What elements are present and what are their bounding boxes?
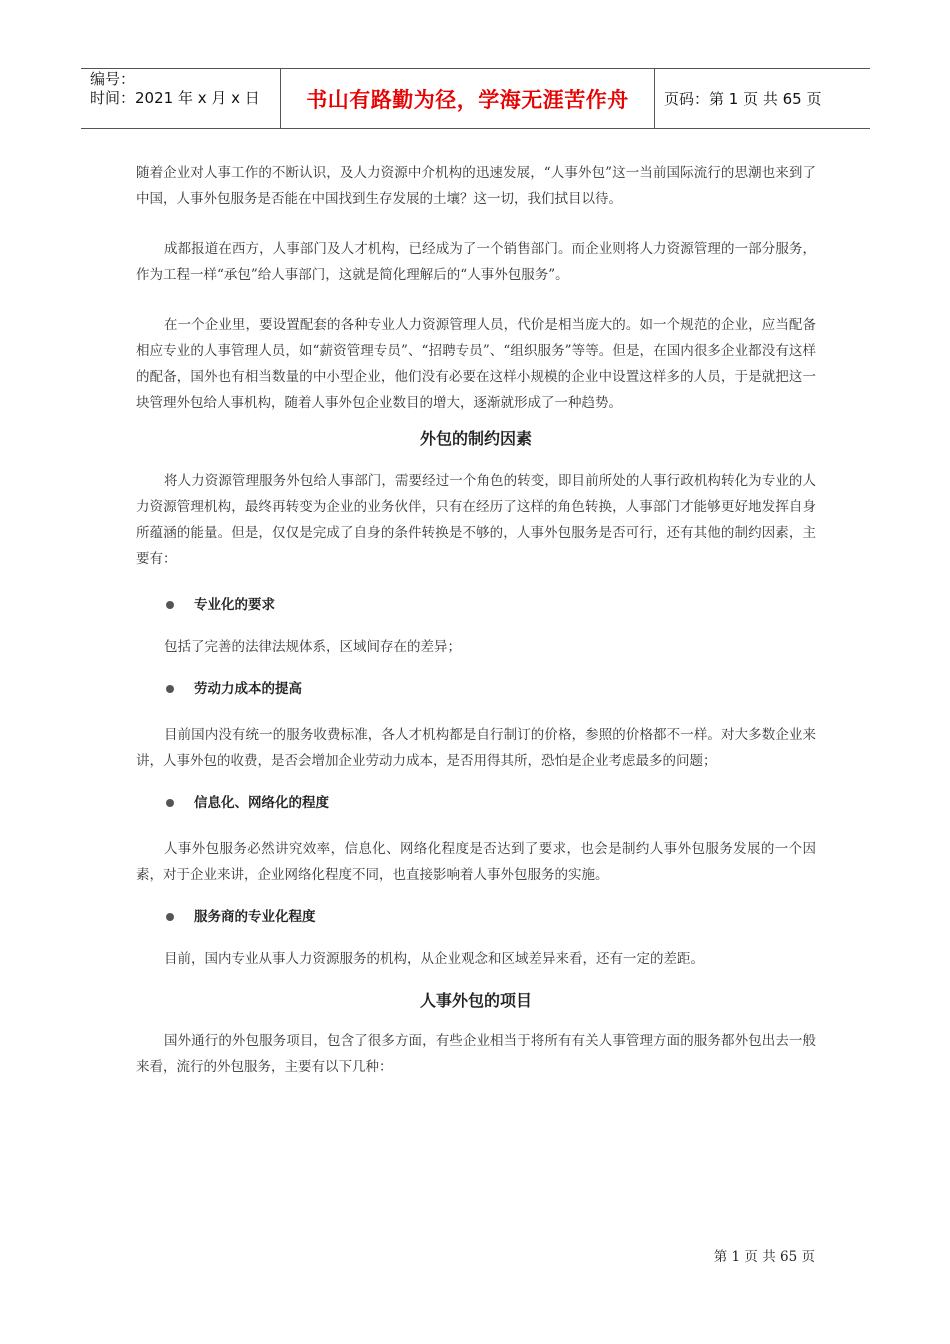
bullet-provider [136,904,816,930]
paragraph-chengdu: 成都报道在西方，人事部门及人才机构，已经成为了一个销售部门。而企业则将人力资源管理的一部分服务，作为工程一样“承包”给人事部门，这就是简化理解后的“人事外包服务”。 [136,241,816,283]
paragraph-projects: 国外通行的外包服务项目，包含了很多方面，有些企业相当于将所有有关人事管理方面的服务都外包出去一般来看，流行的外包服务，主要有以下几种： [136,1033,816,1075]
bullet-professional [136,592,816,618]
paragraph-gap: 目前，国内专业从事人力资源服务的机构，从企业观念和区域差异来看，还有一定的差距。 [164,951,704,967]
paragraph-cost: 目前国内没有统一的服务收费标准，各人才机构都是自行制订的价格，参照的价格都不一样。对大多数企业来讲，人事外包的收费，是否会增加企业劳动力成本，是否用得其所，恐怕是企业考虑最多的问题； [136,727,816,769]
paragraph-intro: 随着企业对人事工作的不断认识，及人力资源中介机构的迅速发展，“人事外包”这一当前国际流行的思潮也来到了中国，人事外包服务是否能在中国找到生存发展的土壤？这一切，我们拭目以待。 [136,165,816,207]
bullet-dot-icon [166,799,174,807]
bullet-labor-cost [136,676,816,702]
page-header [81,68,870,129]
bullet-label: 专业化的要求 [194,597,275,613]
page-footer: 第 1 页 共 65 页 [713,1249,815,1265]
bullet-dot-icon [166,913,174,921]
bullet-label: 信息化、网络化的程度 [194,795,329,811]
document-body [136,160,816,1080]
bullet-dot-icon [166,685,174,693]
bullet-informatization [136,790,816,816]
document-number-label: 编号： [90,70,136,88]
paragraph-enterprise: 在一个企业里，要设置配套的各种专业人力资源管理人员，代价是相当庞大的。如一个规范的企业，应当配备相应专业的人事管理人员，如“薪资管理专员”、“招聘专员”、“组织服务”等等。但是，在国内很多企业都没有这样的配备，国外也有相当数量的中小型企业，他们没有必要在这样小规模的企业中设置这样多的人员，于是就把这一块管理外包给人事机构，随着人事外包企业数目的增大，逐渐就形成了一种趋势。 [136,317,816,411]
paragraph-efficiency: 人事外包服务必然讲究效率，信息化、网络化程度是否达到了要求，也会是制约人事外包服务发展的一个因素，对于企业来讲，企业网络化程度不同，也直接影响着人事外包服务的实施。 [136,841,816,883]
bullet-label: 服务商的专业化程度 [194,909,316,925]
bullet-dot-icon [166,601,174,609]
header-meta [81,69,281,128]
document-date: 时间：2021 年 x 月 x 日 [90,89,260,107]
paragraph-constraints: 将人力资源管理服务外包给人事部门，需要经过一个角色的转变，即目前所处的人事行政机构转化为专业的人力资源管理机构，最终再转变为企业的业务伙伴，只有在经历了这样的角色转换，人事部门才能够更好地发挥自身所蕴涵的能量。但是，仅仅是完成了自身的条件转换是不够的，人事外包服务是否可行，还有其他的制约因素，主要有： [136,473,816,567]
paragraph-legal: 包括了完善的法律法规体系，区域间存在的差异； [164,639,461,655]
section-title-constraints: 外包的制约因素 [419,429,532,448]
section-title-projects: 人事外包的项目 [419,991,532,1010]
header-motto: 书山有路勤为径，学海无涯苦作舟 [281,69,655,128]
bullet-label: 劳动力成本的提高 [194,681,302,697]
header-page-info: 页码：第 1 页 共 65 页 [664,90,822,108]
